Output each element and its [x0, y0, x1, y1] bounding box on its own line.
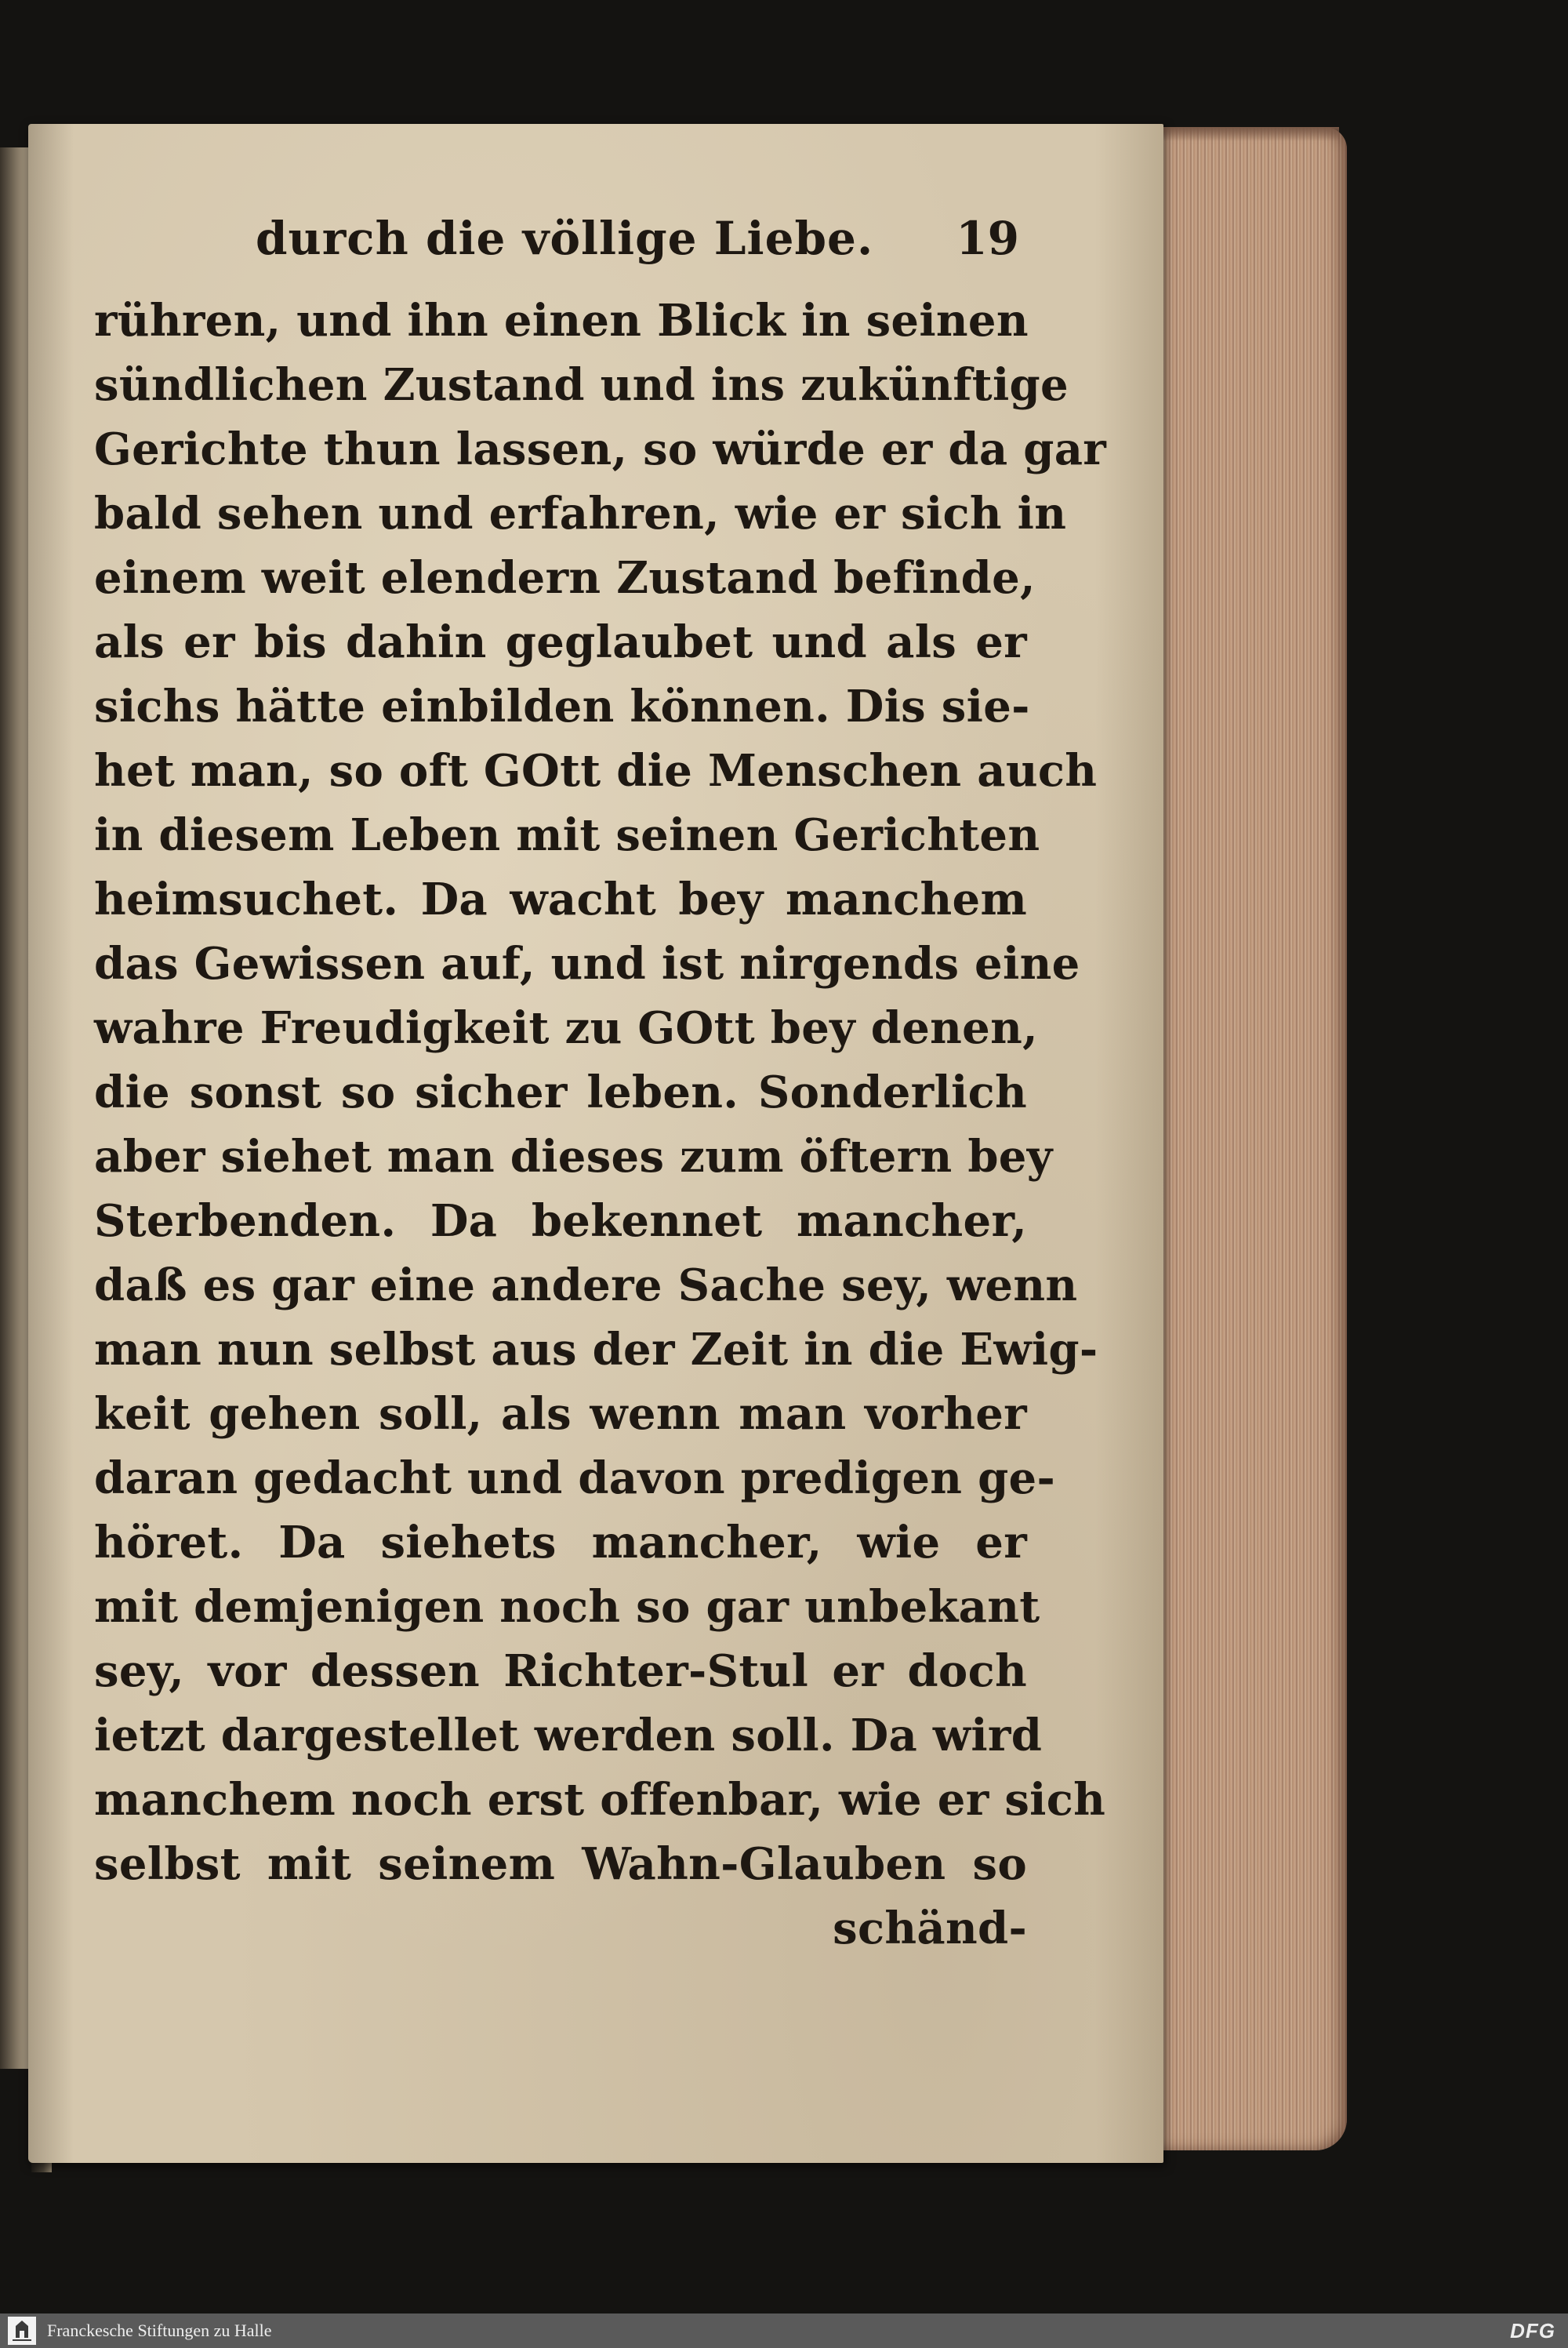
catchword: schänd-	[833, 1903, 1027, 1954]
text-line: mit demjenigen noch so gar unbekant	[94, 1581, 1040, 1633]
text-line: sey, vor dessen Richter-Stul er doch	[94, 1645, 1027, 1697]
text-line: die sonst so sicher leben. Sonderlich	[94, 1067, 1027, 1118]
text-line: keit gehen soll, als wenn man vorher	[94, 1388, 1027, 1440]
text-line: manchem noch erst offenbar, wie er sich	[94, 1774, 1106, 1826]
text-line: het man, so oft GOtt die Menschen auch	[94, 745, 1098, 797]
text-line: daran gedacht und davon predigen ge-	[94, 1452, 1056, 1504]
running-head-title: durch die völlige Liebe.	[256, 212, 874, 265]
text-line: aber siehet man dieses zum öftern bey	[94, 1131, 1053, 1183]
page-text	[94, 210, 1107, 1961]
text-line: einem weit elendern Zustand befinde,	[94, 552, 1036, 604]
text-line: heimsuchet. Da wacht bey manchem	[94, 874, 1027, 925]
page-number: 19	[956, 212, 1019, 265]
text-line: wahre Freudigkeit zu GOtt bey denen,	[94, 1002, 1038, 1054]
institution-name: Franckesche Stiftungen zu Halle	[47, 2321, 272, 2340]
text-line: als er bis dahin geglaubet und als er	[94, 616, 1027, 668]
text-line: höret. Da siehets mancher, wie er	[94, 1517, 1027, 1568]
text-line: in diesem Leben mit seinen Gerichten	[94, 809, 1040, 861]
text-line: rühren, und ihn einen Blick in seinen	[94, 295, 1029, 347]
text-line: bald sehen und erfahren, wie er sich in	[94, 488, 1067, 540]
text-line: Gerichte thun lassen, so würde er da gar	[94, 423, 1107, 475]
body-text	[94, 289, 1107, 1961]
text-line: daß es gar eine andere Sache sey, wenn	[94, 1259, 1078, 1311]
text-line: man nun selbst aus der Zeit in die Ewig-	[94, 1324, 1098, 1376]
dfg-logo: DFG	[1510, 2319, 1555, 2343]
text-line: selbst mit seinem Wahn-Glauben so	[94, 1838, 1027, 1890]
text-line: sündlichen Zustand und ins zukünftige	[94, 359, 1069, 411]
text-line: ietzt dargestellet werden soll. Da wird	[94, 1710, 1043, 1761]
text-line: Sterbenden. Da bekennet mancher,	[94, 1195, 1027, 1247]
page-block-fore-edge	[1159, 127, 1347, 2150]
text-line: das Gewissen auf, und ist nirgends eine	[94, 938, 1080, 990]
fore-edge-shadow	[1159, 127, 1339, 141]
viewer-footer-bar	[0, 2313, 1568, 2348]
text-line: sichs hätte einbilden können. Dis sie-	[94, 681, 1030, 732]
running-head	[94, 210, 1027, 285]
institution-logo-icon	[8, 2317, 36, 2345]
